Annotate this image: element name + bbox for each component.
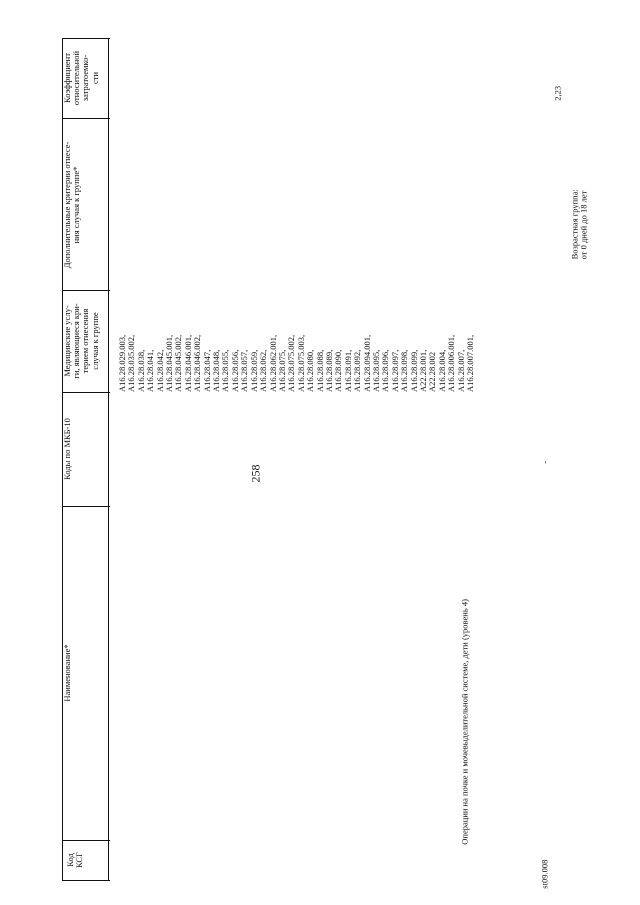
service-code: A16.28.097, [389,349,400,392]
service-code: A16.28.048, [211,349,222,392]
service-code: A16.28.006.001, [446,334,457,392]
service-code: A16.28.047, [201,349,212,392]
row-name: Операции на почке и мочевыделительной системе, дети (уровень 4) [459,599,470,845]
service-code: A16.28.041, [145,349,156,392]
service-code: A16.28.091, [342,349,353,392]
service-code: A16.28.046.002, [192,334,203,392]
service-code: A16.28.098, [399,349,410,392]
service-code: A16.28.080, [305,349,316,392]
service-code: A16.28.059, [248,349,259,392]
header-services: Медицинские услу- ги, являющиеся кри- терием отнесения случая к группе [62,303,100,379]
service-code: A16.28.075.002, [286,334,297,392]
header-coef: Коэффициент относительной затратоемко- сти [62,50,100,106]
header-code: Код КСГ [65,851,85,869]
row-criteria: Возрастная группа: от 0 дней до 18 лет [569,189,589,260]
service-code: A16.28.094.001, [361,334,372,392]
service-code: A16.28.075.003, [295,334,306,392]
service-code: A16.28.042, [154,349,165,392]
header-name: Наименование* [62,644,72,702]
service-code: A16.28.062.001, [267,334,278,392]
service-code: A16.28.045.002, [173,334,184,392]
service-code: A16.28.089, [323,349,334,392]
service-code: A22.28.002 [427,351,438,392]
row-mkb: - [539,460,550,464]
service-code: A16.28.004, [436,349,447,392]
service-code: A16.28.007.001, [465,334,476,392]
service-code: A16.28.046.001, [182,334,193,392]
service-code: A16.28.038, [135,349,146,392]
service-code: A16.28.045.001, [164,334,175,392]
service-code: A16.28.092, [352,349,363,392]
service-code: A16.28.007, [455,349,466,392]
service-code: A16.28.099, [408,349,419,392]
service-code: A16.28.088, [314,349,325,392]
page-number: 258 [248,464,263,483]
service-code: A16.28.055, [220,349,231,392]
row-code: st09.008 [539,859,550,889]
service-code: A22.28.001, [418,349,428,392]
service-code: A16.28.095, [370,349,381,392]
header-criteria: Дополнительные критерии отнесе- ния случая к группе* [62,141,82,269]
table-bottom-border [62,880,110,881]
service-code: A16.28.029.003, [117,334,127,392]
service-code: A16.28.035.002, [126,334,137,392]
service-code: A16.28.096, [380,349,391,392]
service-code: A16.28.075, [276,349,287,392]
service-code: A16.28.057, [239,349,250,392]
service-code: A16.28.056, [229,349,240,392]
row-coef: 2,23 [552,85,563,101]
service-code: A16.28.090, [333,349,344,392]
service-code: A16.28.062, [258,349,269,392]
header-mkb: Коды по МКБ-10 [62,418,72,480]
services-list [118,335,475,392]
